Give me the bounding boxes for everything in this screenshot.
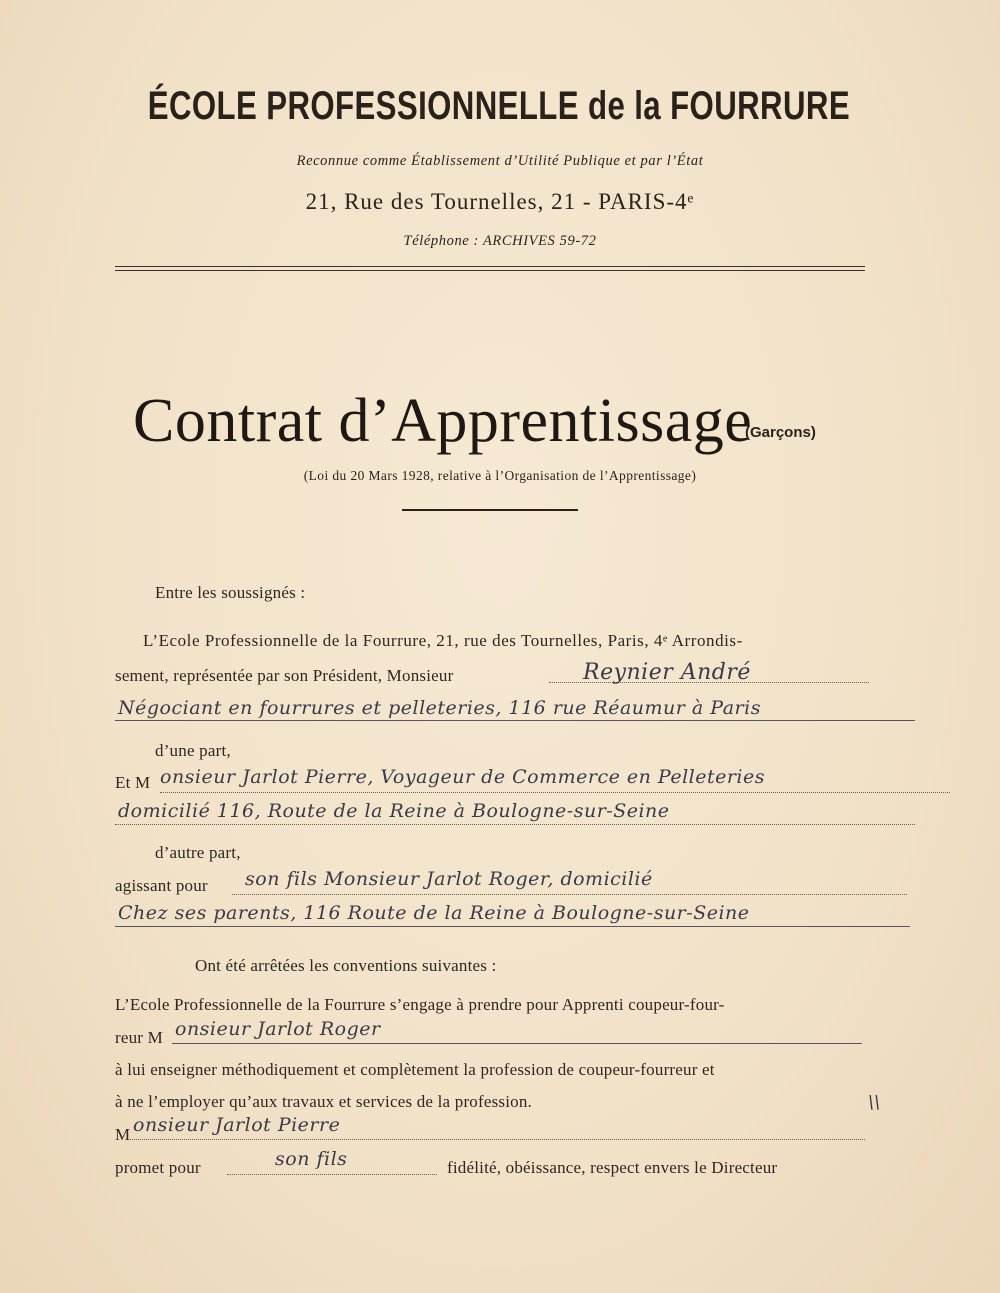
guardian-name-field xyxy=(130,1139,865,1140)
president-name: Reynier André xyxy=(583,660,751,685)
school-address: 21, Rue des Tournelles, 21 - PARIS-4ᵉ xyxy=(305,189,695,214)
president-occupation-field xyxy=(115,720,915,721)
school-line-2: sement, représentée par son Président, Monsieur xyxy=(115,666,454,685)
parent-prefix: Et M xyxy=(115,773,151,792)
parent-field-2 xyxy=(115,824,915,825)
conventions-heading: Ont été arrêtées les conventions suivantes : xyxy=(195,956,497,975)
law-reference: (Loi du 20 Mars 1928, relative à l’Organisation de l’Apprentissage) xyxy=(303,468,697,483)
guardian-prefix: M xyxy=(115,1125,131,1144)
header-rule-top xyxy=(115,266,865,267)
apprentice-name: onsieur Jarlot Roger xyxy=(175,1018,381,1040)
engage-line-2-prefix: reur M xyxy=(115,1028,163,1047)
teach-line-2: à ne l’employer qu’aux travaux et services de la profession. xyxy=(115,1092,533,1111)
intro-line: Entre les soussignés : xyxy=(155,583,306,602)
second-party-label: d’autre part, xyxy=(155,843,241,862)
president-occupation: Négociant en fourrures et pelleteries, 116 rue Réaumur à Paris xyxy=(118,697,761,719)
promise-prefix: promet pour xyxy=(115,1158,201,1177)
promise-for-field xyxy=(227,1174,437,1175)
guardian-name: onsieur Jarlot Pierre xyxy=(133,1114,341,1136)
parent-line-2: domicilié 116, Route de la Reine à Boulogne-sur-Seine xyxy=(118,800,670,822)
title-divider xyxy=(402,509,578,511)
contract-gender-note: (Garçons) xyxy=(745,424,816,441)
parent-line-1: onsieur Jarlot Pierre, Voyageur de Commerce en Pelleteries xyxy=(160,766,765,788)
parent-field-1 xyxy=(160,792,950,793)
acting-prefix: agissant pour xyxy=(115,876,208,895)
recognition-line: Reconnue comme Établissement d’Utilité Publique et par l’État xyxy=(296,153,704,169)
engage-line-1: L’Ecole Professionnelle de la Fourrure s’engage à prendre pour Apprenti coupeur-four- xyxy=(115,995,725,1014)
school-name: ÉCOLE PROFESSIONNELLE de la FOURRURE xyxy=(147,84,851,128)
contract-title: Contrat d’Apprentissage xyxy=(133,387,753,455)
margin-initials-mark: \\ xyxy=(868,1092,881,1113)
school-line-1: L’Ecole Professionnelle de la Fourrure, 21, rue des Tournelles, Paris, 4ᵉ Arrondis- xyxy=(143,631,743,650)
acting-field-1 xyxy=(232,894,907,895)
school-phone: Téléphone : ARCHIVES 59-72 xyxy=(403,233,597,249)
acting-field-2 xyxy=(115,926,910,927)
acting-for-line-2: Chez ses parents, 116 Route de la Reine à Boulogne-sur-Seine xyxy=(118,902,750,924)
first-party-label: d’une part, xyxy=(155,741,231,760)
acting-for-line-1: son fils Monsieur Jarlot Roger, domicilié xyxy=(245,868,653,890)
apprentice-name-field xyxy=(172,1043,862,1044)
header-rule-bottom xyxy=(115,270,865,271)
promise-for: son fils xyxy=(275,1148,348,1170)
teach-line-1: à lui enseigner méthodiquement et complètement la profession de coupeur-fourreur et xyxy=(115,1060,715,1079)
promise-suffix: fidélité, obéissance, respect envers le Directeur xyxy=(447,1158,778,1177)
